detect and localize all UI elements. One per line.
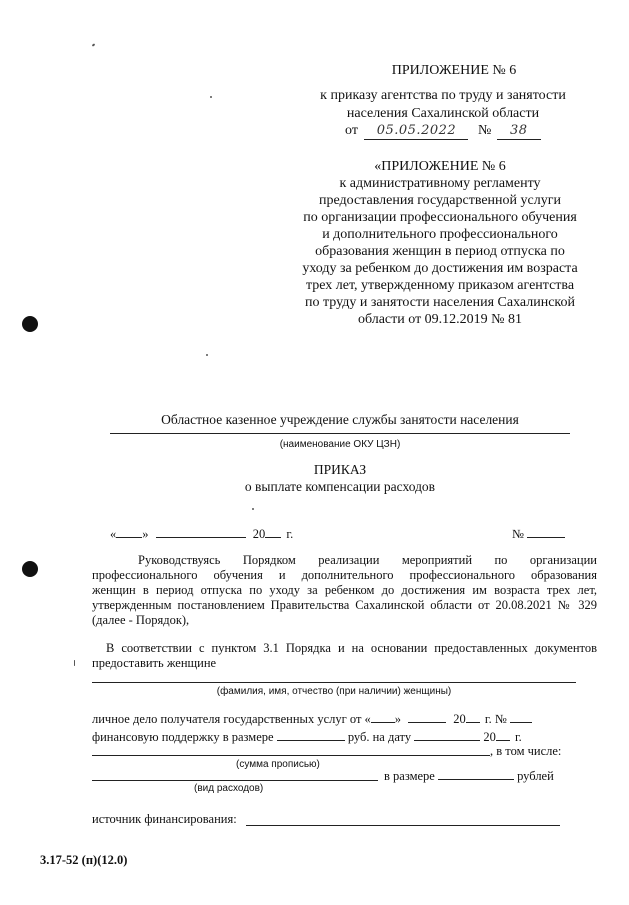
scan-speck: [210, 96, 212, 98]
year-prefix: 20: [252, 527, 266, 541]
paragraph-2: [92, 641, 597, 671]
personal-file-year-blank: [466, 710, 480, 723]
header-date-row: [345, 122, 541, 140]
order-subtitle: о выплате компенсации расходов: [244, 479, 436, 494]
appendix-line: предоставления государственной услуги: [319, 193, 561, 208]
header-line-2: населения Сахалинской области: [346, 106, 540, 121]
scan-speck: [92, 43, 96, 46]
appendix-line: к административному регламенту: [339, 176, 541, 191]
rub-on-date-label: руб. на дату: [347, 730, 412, 744]
on-date-blank: [414, 728, 480, 741]
appendix-line: уходу за ребенком до достижения им возраста: [302, 261, 578, 276]
appendix-line: по труду и занятости населения Сахалинской: [304, 295, 575, 310]
scan-speck: [74, 660, 75, 666]
personal-file-month: [408, 710, 446, 723]
org-name-underline: [110, 433, 570, 434]
personal-file-row: [92, 710, 532, 727]
date-close-quote: »: [142, 527, 149, 541]
including-label: , в том числе:: [490, 744, 562, 758]
appendix-line: и дополнительного профессионального: [322, 227, 558, 242]
paragraph-1-last-line: (далее - Порядок),: [92, 613, 190, 627]
order-number-label: №: [512, 527, 524, 541]
financial-support-label: финансовую поддержку в размере: [92, 730, 274, 744]
appendix-line: образования женщин в период отпуска по: [315, 244, 565, 259]
expense-amount-blank: [438, 767, 514, 780]
personal-file-number-label: г. №: [484, 712, 507, 726]
rubles-label: рублей: [517, 769, 554, 783]
day-blank: [116, 525, 142, 538]
year-suffix: г.: [286, 527, 294, 541]
number-label: №: [477, 123, 492, 138]
paragraph-1-line: утвержденным постановлением Правительства Сахалинской области от 20.08.2021 № 329: [92, 598, 597, 612]
date-open-quote: «: [110, 527, 117, 541]
punch-hole-top: [22, 316, 38, 332]
order-number-blank: [527, 525, 565, 538]
year2-blank: [496, 728, 510, 741]
from-label: от: [345, 123, 358, 138]
appendix-line: «ПРИЛОЖЕНИЕ № 6: [374, 159, 506, 174]
appendix-line: по организации профессионального обучения: [303, 210, 577, 225]
source-line: [246, 825, 560, 826]
financial-support-amount: [277, 728, 345, 741]
order-number-row: [512, 525, 565, 542]
handwritten-date-text: 05.05.2022: [376, 123, 457, 138]
paragraph-1-line: женщин в период отпуска по уходу за ребенком до достижения им возраста трех лет,: [92, 583, 597, 597]
handwritten-date: [364, 122, 468, 140]
punch-hole-bottom: [22, 561, 38, 577]
appendix-line: области от 09.12.2019 № 81: [357, 312, 523, 327]
handwritten-number-text: 38: [510, 123, 528, 138]
fio-caption: (фамилия, имя, отчество (при наличии) женщины): [216, 686, 452, 697]
org-caption: (наименование ОКУ ЦЗН): [279, 439, 401, 450]
expense-caption: (вид расходов): [194, 783, 264, 794]
org-name: Областное казенное учреждение службы занятости населения: [161, 412, 519, 427]
handwritten-number: [497, 122, 541, 140]
year-blank: [265, 525, 281, 538]
order-title: ПРИКАЗ: [313, 462, 367, 477]
paragraph-1: [92, 553, 597, 628]
appendix-block: [285, 158, 595, 328]
paragraph-1-line: Руководствуясь Порядком реализации мероприятий по организации: [138, 553, 597, 567]
scan-speck: [252, 508, 254, 510]
expense-amount-row: [384, 767, 554, 784]
year2-suffix: г.: [514, 730, 522, 744]
personal-file-number-blank: [510, 710, 532, 723]
order-date-row: [110, 525, 293, 542]
personal-file-year: 20: [453, 712, 466, 726]
sum-words-line: [92, 755, 490, 756]
fio-line: [92, 682, 576, 683]
paragraph-1-line: профессионального обучения и дополнительного профессионального образования: [92, 568, 597, 582]
source-label: источник финансирования:: [92, 812, 237, 826]
year2-prefix: 20: [483, 730, 496, 744]
sum-caption: (сумма прописью): [236, 759, 320, 770]
appendix-line: трех лет, утвержденному приказом агентства: [305, 278, 575, 293]
financial-support-row: [92, 728, 522, 745]
personal-file-label: личное дело получателя государственных услуг от «: [92, 712, 371, 726]
paragraph-2-line: В соответствии с пунктом 3.1 Порядка и на основании предоставленных документов: [106, 641, 597, 655]
personal-file-day: [371, 710, 395, 723]
form-code: 3.17-52 (п)(12.0): [40, 853, 128, 867]
expense-type-line: [92, 780, 378, 781]
personal-file-close-quote: »: [394, 712, 402, 726]
header-title: ПРИЛОЖЕНИЕ № 6: [391, 63, 517, 78]
paragraph-2-line-2: предоставить женщине: [92, 656, 217, 670]
in-amount-label: в размере: [384, 769, 435, 783]
month-blank: [156, 525, 246, 538]
scan-speck: [206, 354, 208, 356]
header-line-1: к приказу агентства по труду и занятости: [320, 88, 566, 103]
